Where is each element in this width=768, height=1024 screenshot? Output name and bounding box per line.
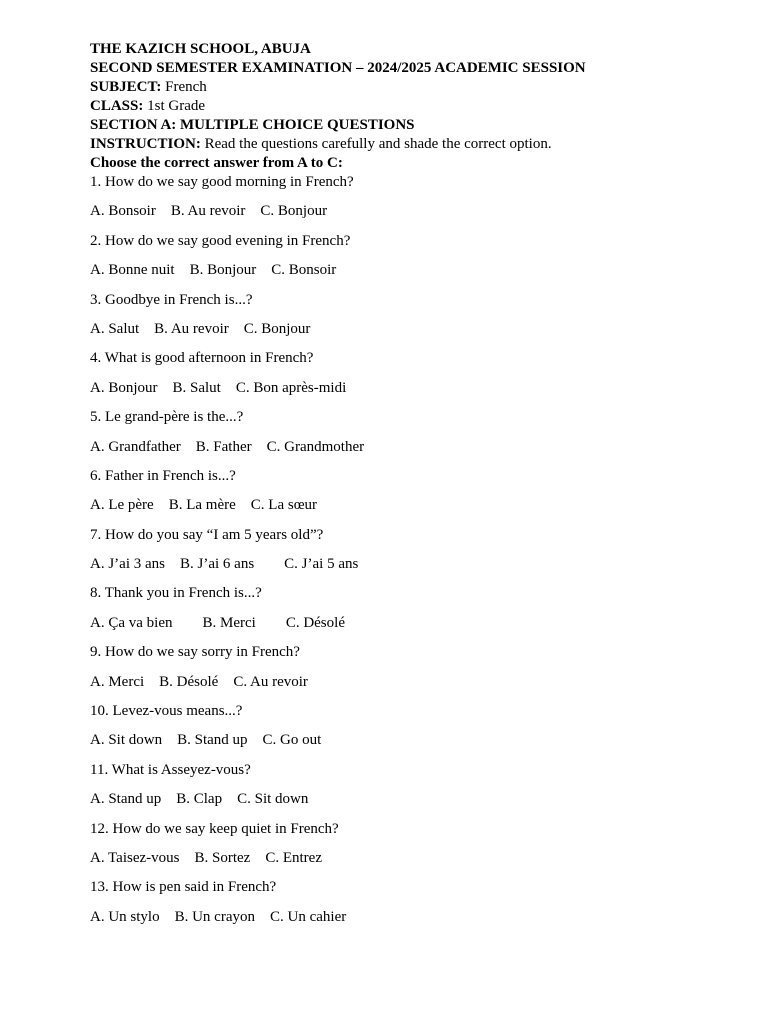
question-text: 3. Goodbye in French is...? — [90, 291, 253, 308]
answer-options — [90, 673, 730, 702]
answer-options — [90, 790, 730, 819]
question-text: 4. What is good afternoon in French? — [90, 350, 314, 367]
answer-option[interactable]: A. Bonjour — [90, 379, 158, 396]
exam-document — [90, 40, 730, 937]
answer-options — [90, 731, 730, 760]
class-label: CLASS: — [90, 98, 144, 114]
answer-option[interactable]: B. Merci — [202, 614, 256, 631]
class-line — [90, 97, 730, 116]
answer-option[interactable]: C. Bon après-midi — [235, 379, 347, 396]
question-text: 11. What is Asseyez-vous? — [90, 761, 251, 778]
answer-option[interactable]: B. Father — [195, 438, 252, 455]
answer-option[interactable]: B. Stand up — [177, 732, 248, 749]
answer-option[interactable]: B. Désolé — [159, 673, 219, 690]
answer-option[interactable]: C. Un cahier — [270, 908, 347, 925]
answer-option[interactable]: B. Au revoir — [170, 203, 246, 220]
answer-options — [90, 202, 730, 231]
answer-option[interactable]: A. Le père — [90, 497, 154, 514]
answer-option[interactable]: C. Grandmother — [266, 438, 365, 455]
answer-option[interactable]: C. Bonjour — [243, 320, 311, 337]
answer-options — [90, 908, 730, 937]
section-heading: SECTION A: MULTIPLE CHOICE QUESTIONS — [90, 117, 415, 133]
answer-option[interactable]: A. Ça va bien — [90, 614, 173, 631]
answer-options — [90, 849, 730, 878]
answer-options — [90, 261, 730, 290]
answer-option[interactable]: A. Sit down — [90, 732, 163, 749]
answer-option[interactable]: A. Salut — [90, 320, 140, 337]
answer-option[interactable]: A. Stand up — [90, 791, 162, 808]
question-text: 10. Levez-vous means...? — [90, 703, 243, 720]
answer-option[interactable]: C. Sit down — [237, 791, 309, 808]
instruction-value: Read the questions carefully and shade the correct option. — [200, 136, 552, 152]
question-text: 6. Father in French is...? — [90, 467, 236, 484]
answer-option[interactable]: C. Go out — [262, 732, 322, 749]
answer-option[interactable]: A. Taisez-vous — [90, 849, 180, 866]
question-text: 1. How do we say good morning in French? — [90, 174, 354, 190]
answer-option[interactable]: B. La mère — [168, 497, 236, 514]
answer-option[interactable]: B. Au revoir — [154, 320, 229, 337]
question-text: 8. Thank you in French is...? — [90, 585, 262, 602]
answer-option[interactable]: C. Bonsoir — [271, 262, 337, 279]
instruction-line — [90, 135, 730, 154]
question-list — [90, 173, 730, 937]
answer-options — [90, 438, 730, 467]
question-text: 2. How do we say good evening in French? — [90, 232, 351, 249]
answer-option[interactable]: C. Entrez — [265, 849, 322, 866]
answer-option[interactable]: A. Un stylo — [90, 908, 160, 925]
answer-option[interactable]: B. J’ai 6 ans — [180, 556, 255, 573]
answer-options — [90, 320, 730, 349]
answer-option[interactable]: A. Bonsoir — [90, 203, 156, 220]
class-value: 1st Grade — [143, 98, 206, 114]
answer-options — [90, 555, 730, 584]
answer-option[interactable]: B. Un crayon — [174, 908, 255, 925]
subject-label: SUBJECT: — [90, 79, 162, 95]
school-name: THE KAZICH SCHOOL, ABUJA — [90, 41, 311, 57]
answer-option[interactable]: C. Bonjour — [260, 203, 328, 220]
answer-option[interactable]: B. Salut — [172, 379, 221, 396]
question-text: 13. How is pen said in French? — [90, 879, 277, 896]
question-text: 9. How do we say sorry in French? — [90, 644, 300, 661]
answer-option[interactable]: C. Au revoir — [233, 673, 308, 690]
subject-line — [90, 78, 730, 97]
answer-options — [90, 614, 730, 643]
choose-instruction: Choose the correct answer from A to C: — [90, 155, 343, 171]
answer-options — [90, 496, 730, 525]
answer-options — [90, 379, 730, 408]
question-text: 5. Le grand-père is the...? — [90, 409, 244, 426]
answer-option[interactable]: B. Clap — [176, 791, 223, 808]
exam-title: SECOND SEMESTER EXAMINATION – 2024/2025 ACADEMIC SESSION — [90, 60, 586, 76]
answer-option[interactable]: A. Bonne nuit — [90, 262, 175, 279]
answer-option[interactable]: A. Merci — [90, 673, 145, 690]
subject-value: French — [161, 79, 207, 95]
answer-option[interactable]: C. J’ai 5 ans — [284, 556, 359, 573]
answer-option[interactable]: C. Désolé — [285, 614, 345, 631]
answer-option[interactable]: A. J’ai 3 ans — [90, 556, 165, 573]
question-text: 12. How do we say keep quiet in French? — [90, 820, 339, 837]
answer-option[interactable]: B. Sortez — [194, 849, 251, 866]
answer-option[interactable]: B. Bonjour — [189, 262, 257, 279]
question-text: 7. How do you say “I am 5 years old”? — [90, 526, 324, 543]
answer-option[interactable]: A. Grandfather — [90, 438, 181, 455]
instruction-label: INSTRUCTION: — [90, 136, 201, 152]
answer-option[interactable]: C. La sœur — [250, 497, 318, 514]
